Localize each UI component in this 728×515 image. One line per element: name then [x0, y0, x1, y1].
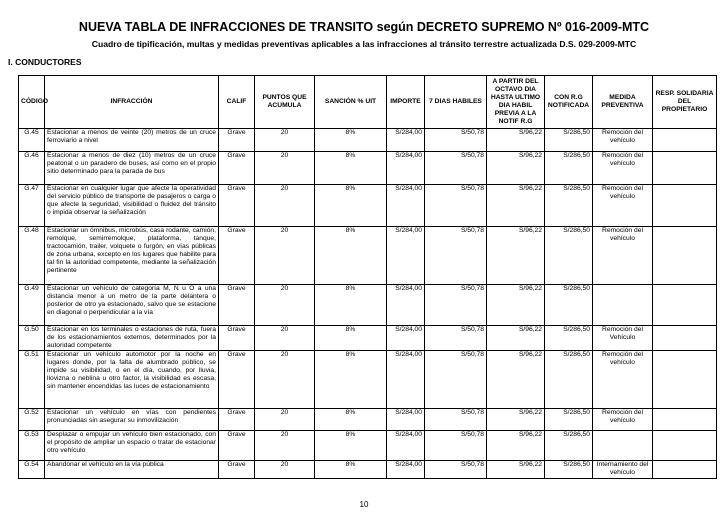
cell-con-rg: S/286,50: [545, 227, 593, 285]
cell-medida: Remoción del vehículo: [593, 185, 653, 227]
header-infraccion: INFRACCIÓN: [45, 76, 219, 129]
cell-uit: 8%: [315, 129, 387, 152]
cell-octavo-dia: S/96,22: [487, 285, 545, 326]
table-row: [19, 185, 717, 227]
cell-7-dias: S/50,78: [425, 129, 487, 152]
cell-resp: [653, 152, 717, 185]
cell-octavo-dia: S/96,22: [487, 409, 545, 431]
cell-resp: [653, 185, 717, 227]
cell-resp: [653, 461, 717, 479]
cell-importe: S/284,00: [387, 409, 425, 431]
cell-uit: 8%: [315, 431, 387, 461]
cell-con-rg: S/286,50: [545, 326, 593, 351]
table-row: [19, 227, 717, 285]
table-row: [19, 461, 717, 479]
header-medida: MEDIDA PREVENTIVA: [593, 76, 653, 129]
cell-puntos: 20: [255, 152, 315, 185]
cell-resp: [653, 227, 717, 285]
cell-importe: S/284,00: [387, 326, 425, 351]
cell-medida: Remoción del vehículo: [593, 152, 653, 185]
header-7-dias: 7 DIAS HABILES: [425, 76, 487, 129]
cell-calif: Grave: [219, 409, 255, 431]
cell-7-dias: S/50,78: [425, 185, 487, 227]
cell-octavo-dia: S/96,22: [487, 461, 545, 479]
cell-codigo: G.52: [19, 409, 45, 431]
cell-medida: [593, 431, 653, 461]
cell-resp: [653, 326, 717, 351]
cell-codigo: G.47: [19, 185, 45, 227]
cell-calif: Grave: [219, 461, 255, 479]
cell-octavo-dia: S/96,22: [487, 326, 545, 351]
cell-importe: S/284,00: [387, 129, 425, 152]
cell-medida: [593, 285, 653, 326]
cell-puntos: 20: [255, 409, 315, 431]
cell-medida: Internamiento del vehículo: [593, 461, 653, 479]
cell-codigo: G.54: [19, 461, 45, 479]
cell-codigo: G.48: [19, 227, 45, 285]
cell-calif: Grave: [219, 431, 255, 461]
cell-infraccion: Estacionar en los terminales o estaciones de ruta, fuera de los estacionamientos externos, determinados por la autoridad competente: [45, 326, 219, 351]
cell-octavo-dia: S/96,22: [487, 185, 545, 227]
cell-puntos: 20: [255, 227, 315, 285]
cell-calif: Grave: [219, 185, 255, 227]
cell-medida: Remoción del vehículo: [593, 351, 653, 409]
document-title: NUEVA TABLA DE INFRACCIONES DE TRANSITO según DECRETO SUPREMO Nº 016-2009-MTC: [78, 20, 650, 34]
cell-7-dias: S/50,78: [425, 431, 487, 461]
cell-uit: 8%: [315, 152, 387, 185]
cell-7-dias: S/50,78: [425, 351, 487, 409]
header-calif: CALIF: [219, 76, 255, 129]
cell-uit: 8%: [315, 185, 387, 227]
cell-puntos: 20: [255, 129, 315, 152]
cell-medida: Remoción del vehículo: [593, 409, 653, 431]
cell-con-rg: S/286,50: [545, 152, 593, 185]
cell-importe: S/284,00: [387, 227, 425, 285]
cell-infraccion: Estacionar un vehículo automotor por la noche en lugares donde, por la falta de alumbrado público, se impide su visibilidad, o en el día, cuando, por lluvia, llovizna o neblina u otro factor, la visibilidad es escasa, sin mantener encendidas las luces de estacionamiento: [45, 351, 219, 409]
cell-calif: Grave: [219, 129, 255, 152]
cell-codigo: G.46: [19, 152, 45, 185]
cell-con-rg: S/286,50: [545, 285, 593, 326]
cell-importe: S/284,00: [387, 461, 425, 479]
header-octavo-dia: A PARTIR DEL OCTAVO DIA HASTA ULTIMO DIA HABIL PREVIA A LA NOTIF R.G: [487, 76, 545, 129]
cell-octavo-dia: S/96,22: [487, 431, 545, 461]
cell-importe: S/284,00: [387, 152, 425, 185]
document-subtitle: Cuadro de tipificación, multas y medidas preventivas aplicables a las infracciones al tránsito terrestre actualizada D.S. 029-2009-MTC: [91, 39, 637, 49]
cell-7-dias: S/50,78: [425, 409, 487, 431]
cell-codigo: G.49: [19, 285, 45, 326]
cell-con-rg: S/286,50: [545, 461, 593, 479]
cell-infraccion: Estacionar a menos de diez (10) metros de un cruce peatonal o un paradero de buses, así como en el propio sitio determinado para la parada de bus: [45, 152, 219, 185]
table-row: [19, 326, 717, 351]
cell-puntos: 20: [255, 285, 315, 326]
cell-importe: S/284,00: [387, 285, 425, 326]
cell-resp: [653, 285, 717, 326]
cell-7-dias: S/50,78: [425, 152, 487, 185]
cell-calif: Grave: [219, 152, 255, 185]
header-con-rg: CON R.G NOTIFICADA: [545, 76, 593, 129]
cell-puntos: 20: [255, 185, 315, 227]
cell-infraccion: Desplazar o empujar un vehículo bien estacionado, con el propósito de ampliar un espacio o tratar de estacionar otro vehículo: [45, 431, 219, 461]
cell-con-rg: S/286,50: [545, 129, 593, 152]
cell-con-rg: S/286,50: [545, 185, 593, 227]
cell-con-rg: S/286,50: [545, 431, 593, 461]
page-number: 10: [359, 500, 369, 509]
cell-7-dias: S/50,78: [425, 326, 487, 351]
cell-medida: Remoción del vehículo: [593, 227, 653, 285]
cell-calif: Grave: [219, 285, 255, 326]
header-uit: SANCIÓN % UIT: [315, 76, 387, 129]
cell-importe: S/284,00: [387, 185, 425, 227]
cell-importe: S/284,00: [387, 351, 425, 409]
table-row: [19, 129, 717, 152]
header-codigo: CÓDIGO: [19, 76, 45, 129]
cell-7-dias: S/50,78: [425, 461, 487, 479]
header-resp: RESP. SOLIDARIA DEL PROPIETARIO: [653, 76, 717, 129]
cell-octavo-dia: S/96,22: [487, 129, 545, 152]
cell-calif: Grave: [219, 227, 255, 285]
cell-medida: Remoción del Vehículo: [593, 326, 653, 351]
cell-octavo-dia: S/96,22: [487, 152, 545, 185]
cell-calif: Grave: [219, 351, 255, 409]
cell-infraccion: Estacionar un ómnibus, microbús, casa rodante, camión, remolque, semirremolque, plataforma, tanque, tractocamión, trailer, volquete o furgón, en vías públicas de zona urbana, excepto en los lugares que habilite para tal fin la autoridad competente, mediante la señalización pertinente: [45, 227, 219, 285]
cell-con-rg: S/286,50: [545, 409, 593, 431]
table-row: [19, 409, 717, 431]
cell-infraccion: Abandonar el vehículo en la vía pública: [45, 461, 219, 479]
cell-con-rg: S/286,50: [545, 351, 593, 409]
table-header-row: [19, 76, 717, 129]
cell-7-dias: S/50,78: [425, 227, 487, 285]
cell-codigo: G.51: [19, 351, 45, 409]
cell-octavo-dia: S/96,22: [487, 227, 545, 285]
cell-uit: 8%: [315, 227, 387, 285]
cell-resp: [653, 351, 717, 409]
cell-uit: 8%: [315, 285, 387, 326]
cell-infraccion: Estacionar un vehículo de categoría M, N u O a una distancia menor a un metro de la parte delantera o posterior de otro ya estacionado, salvo que se estacione en diagonal o perpendicular a la vía: [45, 285, 219, 326]
cell-codigo: G.53: [19, 431, 45, 461]
cell-uit: 8%: [315, 409, 387, 431]
table-row: [19, 285, 717, 326]
cell-puntos: 20: [255, 431, 315, 461]
header-importe: IMPORTE: [387, 76, 425, 129]
cell-importe: S/284,00: [387, 431, 425, 461]
cell-uit: 8%: [315, 461, 387, 479]
table-row: [19, 152, 717, 185]
cell-puntos: 20: [255, 461, 315, 479]
table-row: [19, 431, 717, 461]
table-row: [19, 351, 717, 409]
cell-infraccion: Estacionar a menos de veinte (20) metros de un cruce ferroviario a nivel: [45, 129, 219, 152]
cell-puntos: 20: [255, 326, 315, 351]
cell-infraccion: Estacionar en cualquier lugar que afecte la operatividad del servicio público de transporte de pasajeros o carga o que afecte la seguridad, visibilidad o fluidez del tránsito o impida observar la señalización: [45, 185, 219, 227]
section-title: I. CONDUCTORES: [8, 57, 82, 67]
cell-medida: Remoción del vehículo: [593, 129, 653, 152]
cell-codigo: G.50: [19, 326, 45, 351]
cell-infraccion: Estacionar un vehículo en vías con pendientes pronunciadas sin asegurar su inmovilización: [45, 409, 219, 431]
cell-resp: [653, 129, 717, 152]
cell-octavo-dia: S/96,22: [487, 351, 545, 409]
cell-uit: 8%: [315, 326, 387, 351]
cell-7-dias: S/50,78: [425, 285, 487, 326]
cell-calif: Grave: [219, 326, 255, 351]
cell-resp: [653, 409, 717, 431]
header-puntos: PUNTOS QUE ACUMULA: [255, 76, 315, 129]
cell-resp: [653, 431, 717, 461]
infractions-table: [18, 75, 717, 479]
cell-uit: 8%: [315, 351, 387, 409]
cell-puntos: 20: [255, 351, 315, 409]
cell-codigo: G.45: [19, 129, 45, 152]
